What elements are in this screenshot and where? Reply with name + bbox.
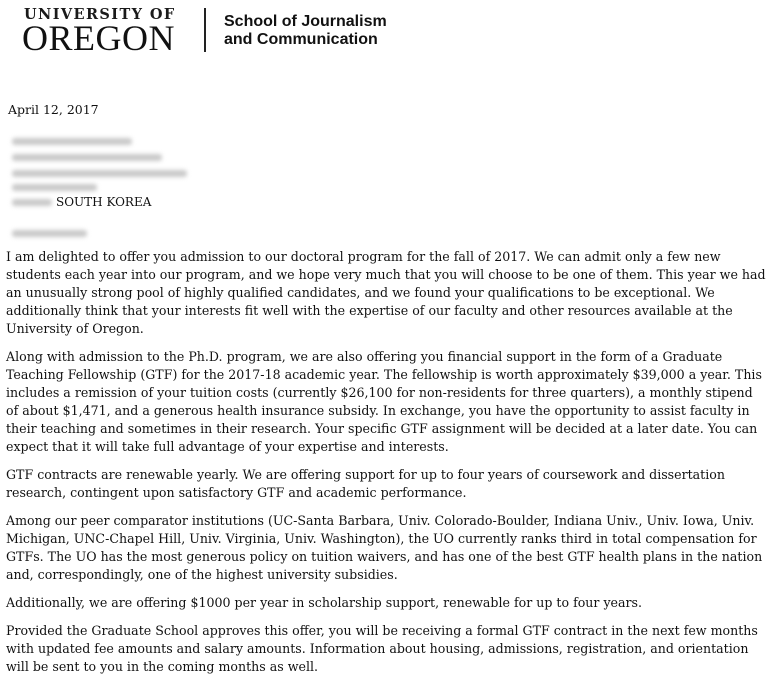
- school-name: [224, 13, 387, 49]
- paragraph-peer-comparison: Among our peer comparator institutions (UC-Santa Barbara, Univ. Colorado-Boulder, Indiana Univ., Univ. Iowa, Univ. Michigan, UNC-Chapel Hill, Univ. Virginia, Univ. Washington), the UO currently ranks third in total compensation for GTFs. The UO has the most generous policy on tuition waivers, and has one of the best GTF health plans in the nation and, correspondingly, one of the highest university subsidies.: [6, 513, 763, 582]
- redacted-address-line: [12, 154, 162, 161]
- paragraph-contract: Provided the Graduate School approves this offer, you will be receiving a formal GTF contract in the next few months with updated fee amounts and salary amounts. Information about housing, admissions, registration, and orientation will be sent to you in the coming months as well.: [6, 623, 758, 674]
- letterhead: [0, 0, 772, 60]
- redacted-address-line: [12, 170, 187, 177]
- school-name-line2: and Communication: [224, 31, 378, 48]
- paragraph-financial-support: Along with admission to the Ph.D. program, we are also offering you financial support in the form of a Graduate Teaching Fellowship (GTF) for the 2017-18 academic year. The fellowship is worth approximately $39,000 a year. This includes a remission of your tuition costs (currently $26,100 for non-residents for three quarters), a monthly stipend of about $1,471, and a generous health insurance subsidy. In exchange, you have the opportunity to assist faculty in their teaching and sometimes in their research. Your specific GTF assignment will be decided at a later date. You can expect that it will take full advantage of your expertise and interests.: [6, 349, 762, 454]
- university-label: UNIVERSITY OF: [24, 6, 176, 23]
- school-name-line1: School of Journalism: [224, 13, 387, 30]
- letterhead-divider: [204, 8, 206, 52]
- letter-date: April 12, 2017: [8, 102, 99, 117]
- redacted-address-line: [12, 199, 52, 206]
- paragraph-scholarship: Additionally, we are offering $1000 per year in scholarship support, renewable for up to four years.: [6, 595, 643, 610]
- redacted-address-line: [12, 138, 132, 145]
- paragraph-renewal: GTF contracts are renewable yearly. We are offering support for up to four years of coursework and dissertation research, contingent upon satisfactory GTF and academic performance.: [6, 467, 725, 500]
- address-country: SOUTH KOREA: [56, 195, 152, 209]
- redacted-address-line: [12, 184, 97, 191]
- paragraph-admission: I am delighted to offer you admission to our doctoral program for the fall of 2017. We can admit only a few new students each year into our program, and we hope very much that you will choose to be one of them. This year we had an unusually strong pool of highly qualified candidates, and we found your qualifications to be exceptional. We additionally think that your interests fit well with the expertise of our faculty and other resources available at the University of Oregon.: [6, 249, 766, 336]
- letter-body: [6, 248, 768, 686]
- university-name: OREGON: [22, 18, 175, 58]
- redacted-salutation: [12, 230, 87, 237]
